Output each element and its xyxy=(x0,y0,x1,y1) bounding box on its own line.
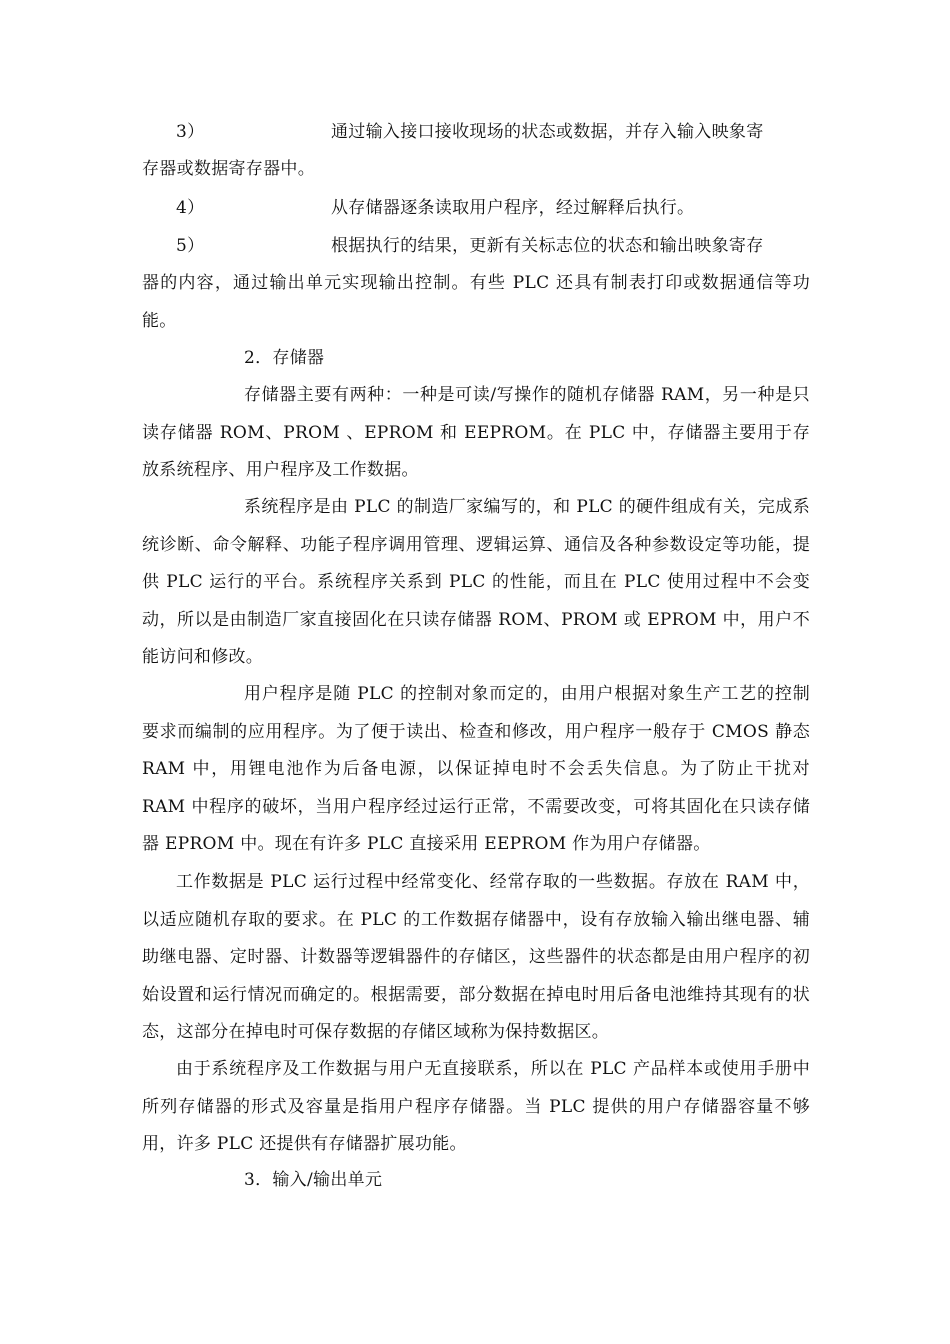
paragraph-memory-types: 存储器主要有两种：一种是可读/写操作的随机存储器 RAM，另一种是只读存储器 ROM、PROM 、EPROM 和 EEPROM。在 PLC 中，存储器主要用于存放系统程序、用户程序及工作数据。 xyxy=(142,385,810,480)
list-text: 通过输入接口接收现场的状态或数据，并存入输入映象寄 xyxy=(331,122,764,142)
list-item-5-continuation: 器的内容，通过输出单元实现输出控制。有些 PLC 还具有制表打印或数据通信等功能。 xyxy=(142,273,810,331)
paragraph-working-data: 工作数据是 PLC 运行过程中经常变化、经常存取的一些数据。存放在 RAM 中，以适应随机存取的要求。在 PLC 的工作数据存储器中，设有存放输入输出继电器、辅助继电器、定时器、计数器等逻辑器件的存储区，这些器件的状态都是由用户程序的初始设置和运行情况而确定的。根据需要，部分数据在掉电时用后备电池维持其现有的状态，这部分在掉电时可保存数据的存储区域称为保持数据区。 xyxy=(142,872,810,1042)
list-item-3-continuation: 存器或数据寄存器中。 xyxy=(142,159,315,179)
list-number: 4） xyxy=(176,198,205,218)
section-heading-memory: 2．存储器 xyxy=(244,348,325,368)
list-item-4 xyxy=(142,190,810,228)
list-item-3 xyxy=(142,114,810,152)
paragraph-user-program: 用户程序是随 PLC 的控制对象而定的，由用户根据对象生产工艺的控制要求而编制的应用程序。为了便于读出、检查和修改，用户程序一般存于 CMOS 静态 RAM 中，用锂电池作为后备电源，以保证掉电时不会丢失信息。为了防止干扰对 RAM 中程序的破坏，当用户程序经过运行正常，不需要改变，可将其固化在只读存储器 EPROM 中。现在有许多 PLC 直接采用 EEPROM 作为用户存储器。 xyxy=(142,684,810,854)
paragraph-system-program: 系统程序是由 PLC 的制造厂家编写的，和 PLC 的硬件组成有关，完成系统诊断、命令解释、功能子程序调用管理、逻辑运算、通信及各种参数设定等功能，提供 PLC 运行的平台。系统程序关系到 PLC 的性能，而且在 PLC 使用过程中不会变动，所以是由制造厂家直接固化在只读存储器 ROM、PROM 或 EPROM 中，用户不能访问和修改。 xyxy=(142,497,810,667)
list-text: 从存储器逐条读取用户程序，经过解释后执行。 xyxy=(331,198,695,218)
list-text: 根据执行的结果，更新有关标志位的状态和输出映象寄存 xyxy=(331,236,764,256)
list-item-5 xyxy=(142,228,810,266)
section-heading-io: 3．输入/输出单元 xyxy=(244,1170,383,1190)
paragraph-memory-capacity: 由于系统程序及工作数据与用户无直接联系，所以在 PLC 产品样本或使用手册中所列存储器的形式及容量是指用户程序存储器。当 PLC 提供的用户存储器容量不够用，许多 PLC 还提供有存储器扩展功能。 xyxy=(142,1059,810,1154)
list-number: 5） xyxy=(176,236,205,256)
list-number: 3） xyxy=(176,122,205,142)
